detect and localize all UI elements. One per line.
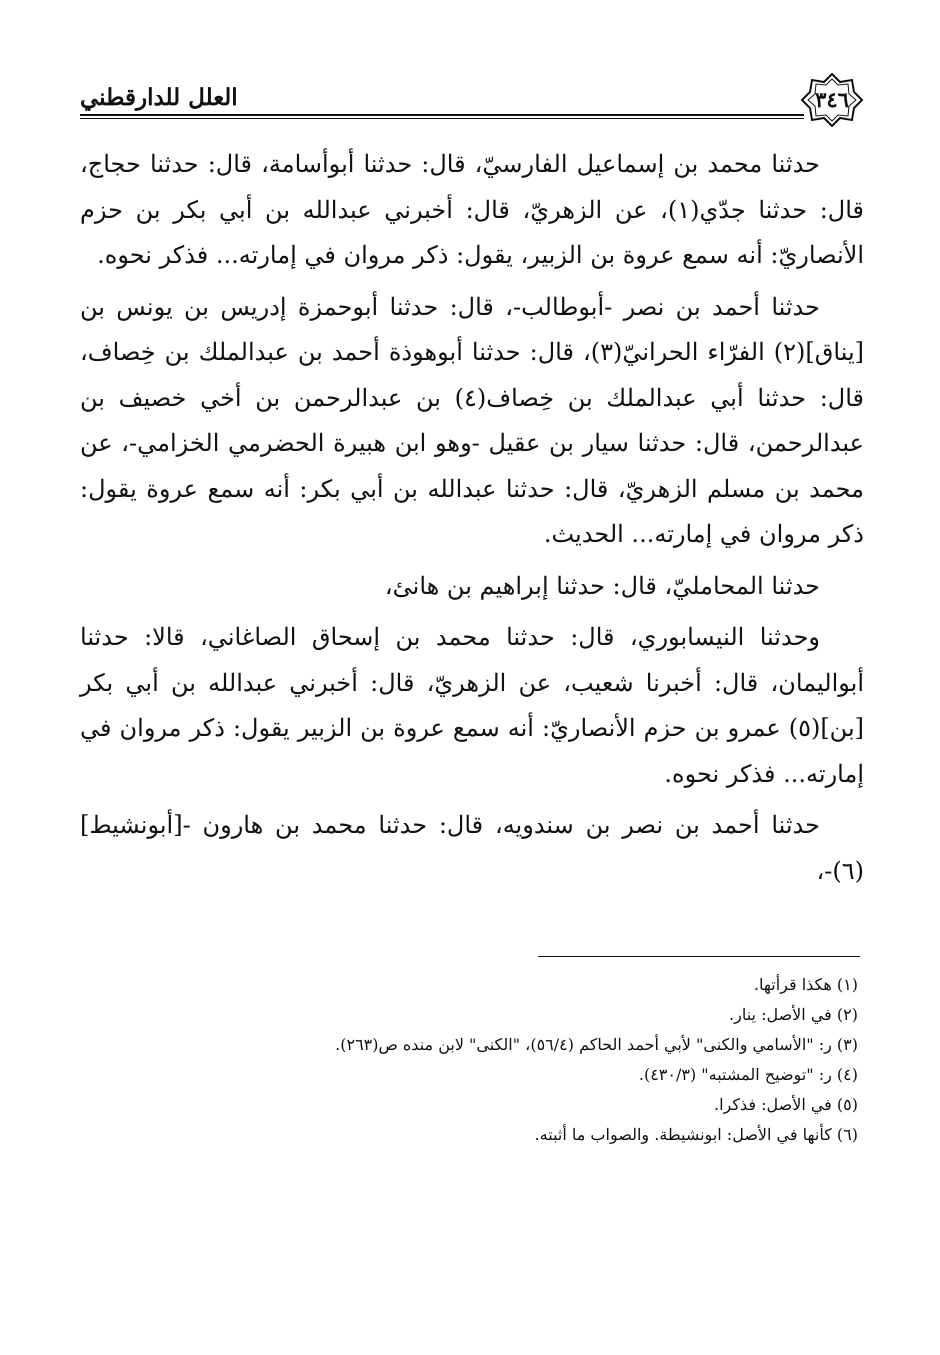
- paragraph: وحدثنا النيسابوري، قال: حدثنا محمد بن إسحاق الصاغاني، قالا: حدثنا أبواليمان، قال: أخبرنا شعيب، عن الزهريّ، قال: أخبرني عبدالله بن أبي بكر [بن](٥) عمرو بن حزم الأنصاريّ: أنه سمع عروة بن الزبير يقول: ذكر مروان في إمارته... فذكر نحوه.: [80, 623, 864, 788]
- paragraph: حدثنا أحمد بن نصر بن سندويه، قال: حدثنا محمد بن هارون -[أبونشيط](٦)-،: [80, 811, 864, 885]
- footnote-separator: [538, 956, 860, 957]
- header-rule-thin: [80, 118, 804, 119]
- footnote: (٥) في الأصل: فذكرا.: [713, 1095, 858, 1114]
- main-text: [80, 142, 864, 900]
- page-number-badge: [800, 72, 864, 128]
- paragraph: حدثنا أحمد بن نصر -أبوطالب-، قال: حدثنا أبوحمزة إدريس بن يونس بن [يناق](٢) الفرّاء الحرانيّ(٣)، قال: حدثنا أبوهوذة أحمد بن عبدالملك بن خِصاف، قال: حدثنا أبي عبدالملك بن خِصاف(٤) بن عبدالرحمن بن أخي خصيف بن عبدالرحمن، قال: حدثنا سيار بن عقيل -وهو ابن هبيرة الحضرمي الخزامي-، عن محمد بن مسلم الزهريّ، قال: حدثنا عبدالله بن أبي بكر: أنه سمع عروة يقول: ذكر مروان في إمارته... الحديث.: [80, 292, 865, 548]
- footnote: (٦) كأنها في الأصل: ابونشيطة. والصواب ما أثبته.: [534, 1125, 858, 1144]
- footnotes: [80, 970, 860, 1150]
- header-rule: [80, 114, 804, 116]
- book-title: العلل للدارقطني: [80, 84, 238, 111]
- footnote: (٣) ر: "الأسامي والكنى" لأبي أحمد الحاكم (٥٦/٤)، "الكنى" لابن منده ص(٢٦٣).: [335, 1035, 858, 1054]
- footnote: (٤) ر: "توضيح المشتبه" (٤٣٠/٣).: [638, 1065, 858, 1084]
- page-number: ٣٤٦: [815, 87, 849, 112]
- paragraph: حدثنا محمد بن إسماعيل الفارسيّ، قال: حدثنا أبوأسامة، قال: حدثنا حجاج، قال: حدثنا جدّي(١)، عن الزهريّ، قال: أخبرني عبدالله بن أبي بكر بن حزم الأنصاريّ: أنه سمع عروة بن الزبير، يقول: ذكر مروان في إمارته... فذكر نحوه.: [80, 150, 864, 269]
- page-header: [80, 72, 864, 128]
- footnote: (١) هكذا قرأتها.: [753, 975, 858, 994]
- footnote: (٢) في الأصل: ينار.: [729, 1005, 858, 1024]
- paragraph: حدثنا المحامليّ، قال: حدثنا إبراهيم بن هانئ،: [384, 571, 820, 600]
